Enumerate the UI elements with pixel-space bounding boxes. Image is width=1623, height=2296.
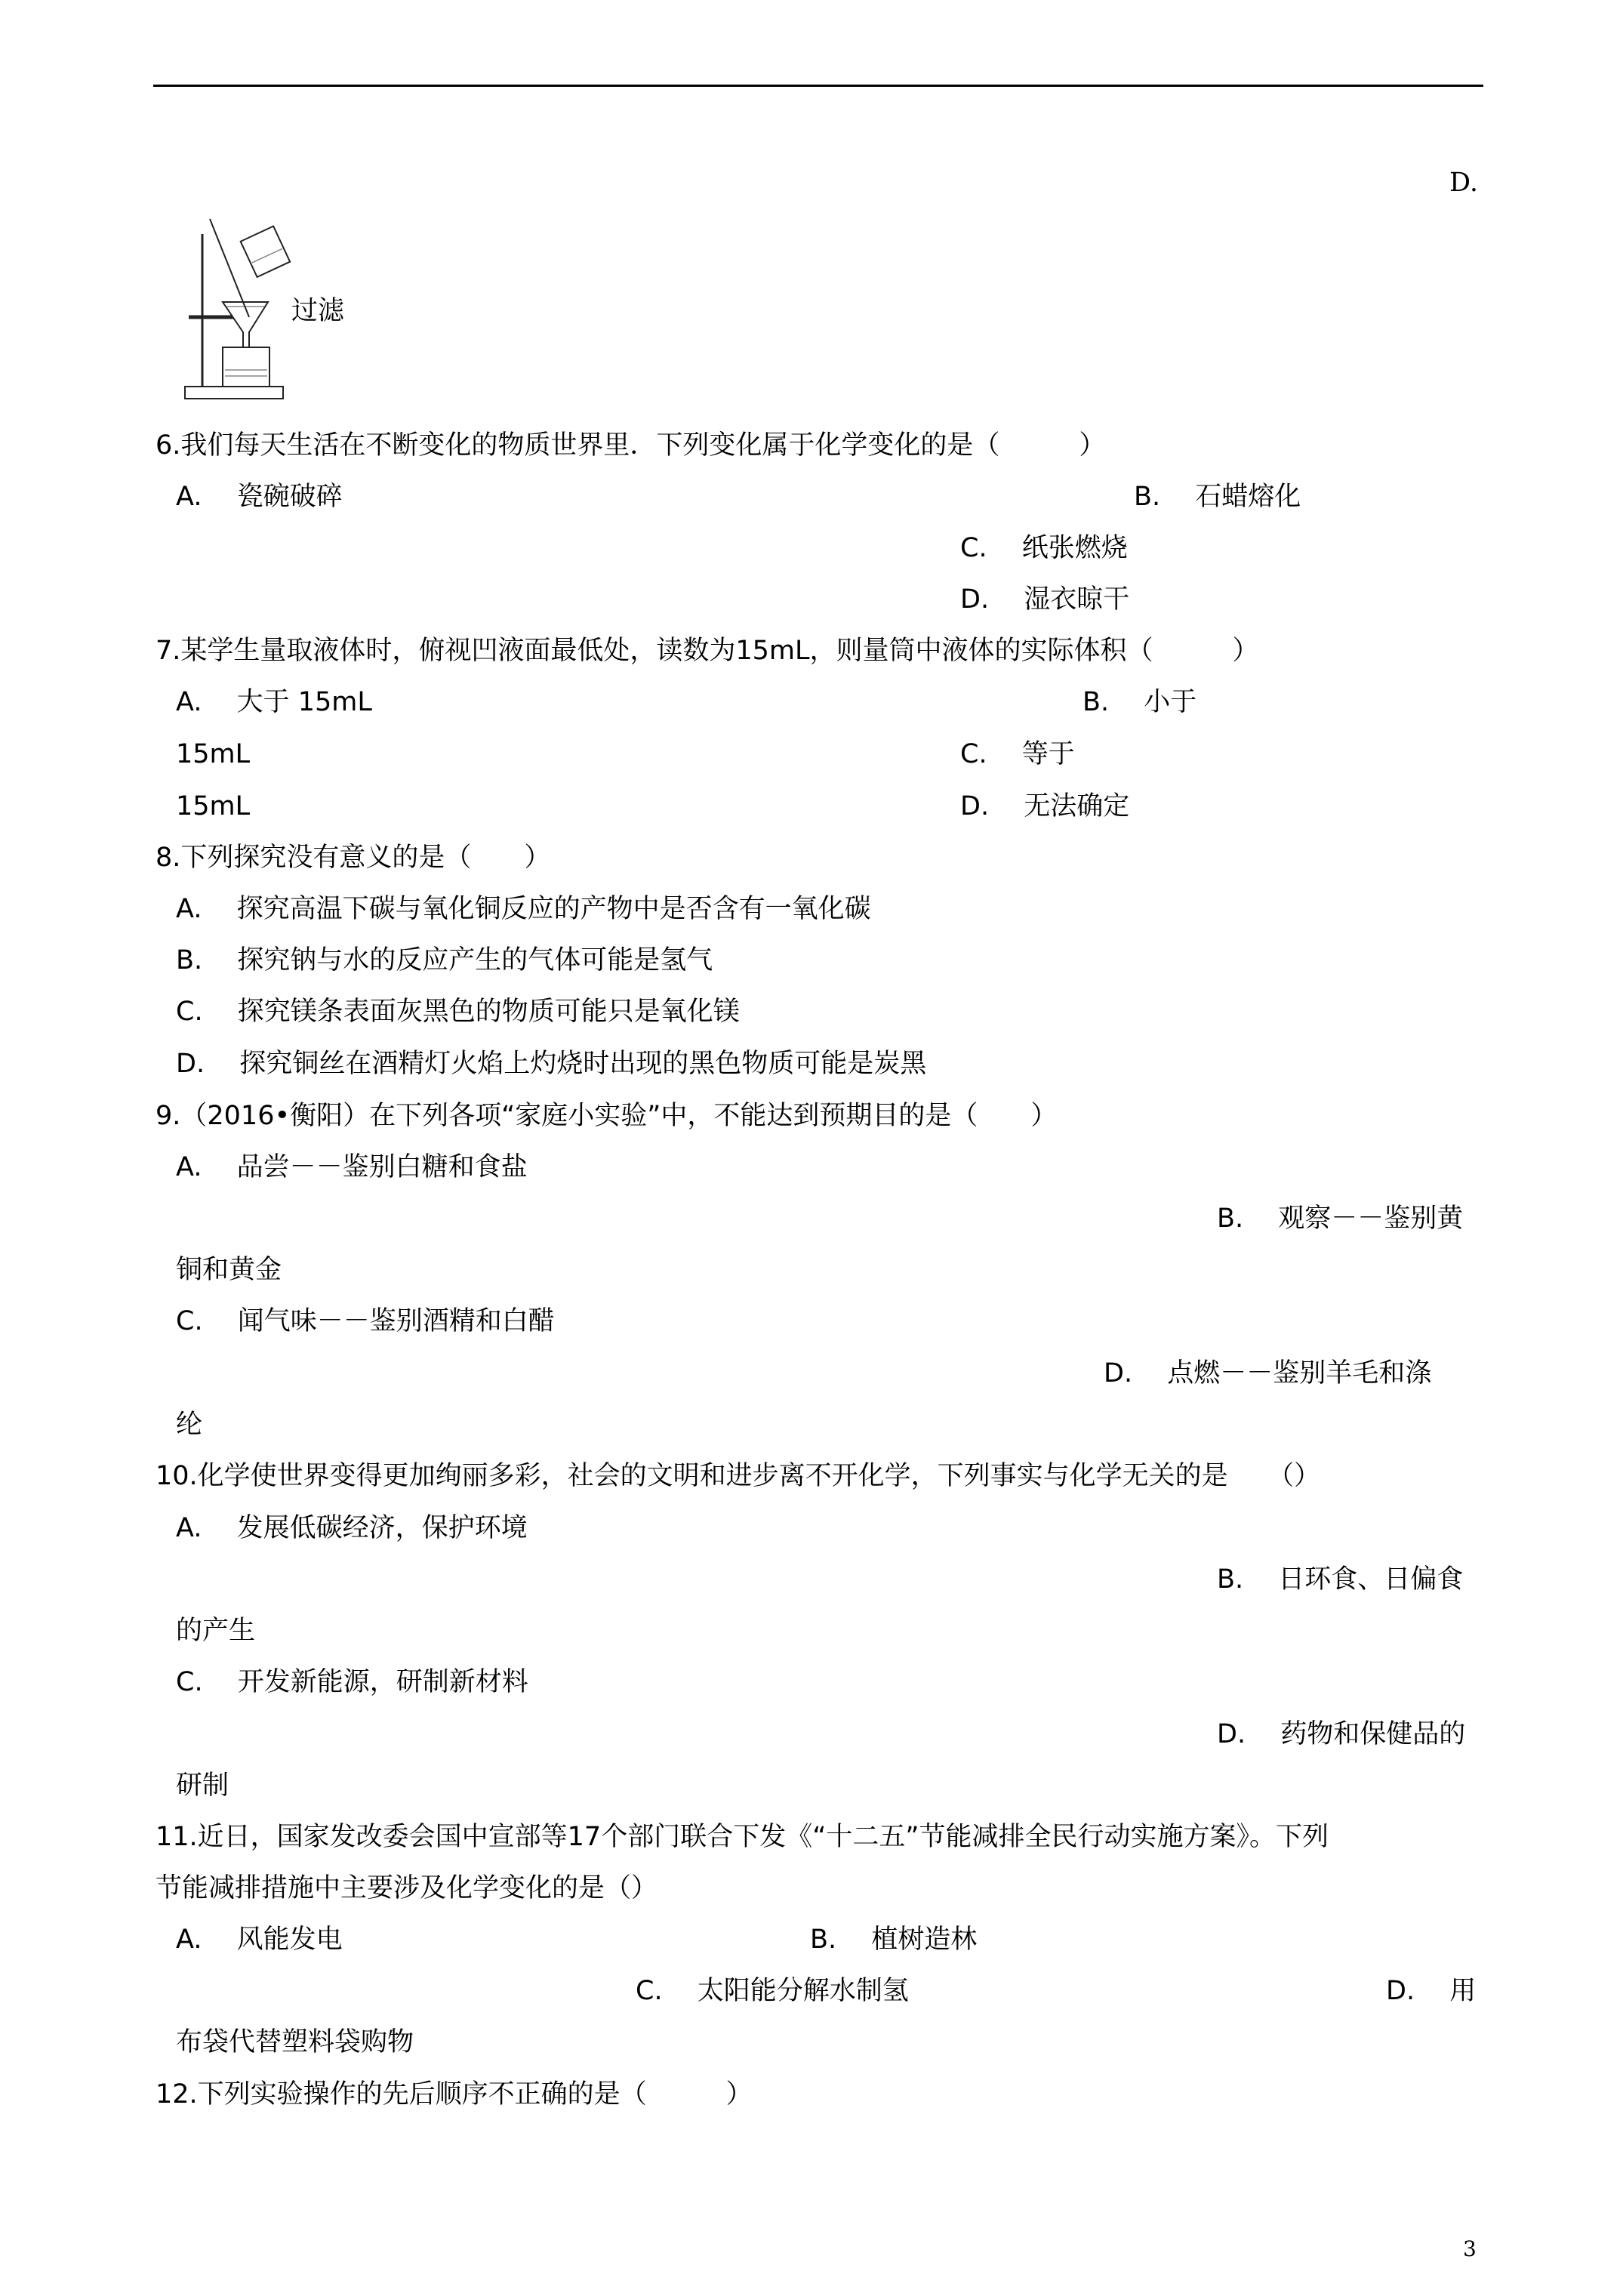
q11-option-a: A. 风能发电 [176, 1925, 343, 1955]
q7-stem: 7.某学生量取液体时，俯视凹液面最低处，读数为15mL，则量筒中液体的实际体积（ ） [156, 636, 1259, 666]
q11-stem-line1: 11.近日，国家发改委会国中宣部等17个部门联合下发《“十二五”节能减排全民行动实施方案》。下列 [156, 1822, 1329, 1852]
q10-option-d-continued: 研制 [176, 1771, 229, 1801]
q9-option-a: A. 品尝－－鉴别白糖和食盐 [176, 1152, 528, 1182]
header-rule [153, 85, 1483, 87]
q6-option-d: D. 湿衣晾干 [960, 584, 1130, 615]
q10-option-b-continued: 的产生 [176, 1616, 256, 1646]
q11-option-d-continued: 布袋代替塑料袋购物 [176, 2027, 414, 2057]
q10-option-b: B. 日环食、日偏食 [1217, 1564, 1464, 1595]
q8-option-a: A. 探究高温下碳与氧化铜反应的产物中是否含有一氧化碳 [176, 894, 871, 924]
q6-stem: 6.我们每天生活在不断变化的物质世界里．下列变化属于化学变化的是（ ） [156, 430, 1106, 461]
q7-option-b: B. 小于 [1083, 687, 1197, 717]
q10-option-a: A. 发展低碳经济，保护环境 [176, 1513, 528, 1543]
q10-stem: 10.化学使世界变得更加绚丽多彩，社会的文明和进步离不开化学，下列事实与化学无关的是 （） [156, 1461, 1321, 1491]
q8-option-d: D. 探究铜丝在酒精灯火焰上灼烧时出现的黑色物质可能是炭黑 [176, 1049, 927, 1079]
q7-option-b-continued: 15mL [176, 739, 251, 769]
q10-option-c: C. 开发新能源，研制新材料 [176, 1667, 528, 1697]
q8-stem: 8.下列探究没有意义的是（ ） [156, 843, 551, 873]
q6-option-c: C. 纸张燃烧 [960, 533, 1128, 563]
q11-option-c: C. 太阳能分解水制氢 [636, 1976, 909, 2006]
q7-option-a: A. 大于 15mL [176, 687, 372, 717]
q12-stem: 12.下列实验操作的先后顺序不正确的是（ ） [156, 2079, 753, 2110]
q11-stem-line2: 节能减排措施中主要涉及化学变化的是（） [156, 1873, 658, 1903]
q11-option-b: B. 植树造林 [810, 1925, 978, 1955]
q10-option-d: D. 药物和保健品的 [1217, 1719, 1466, 1749]
filtration-apparatus-icon [181, 211, 294, 408]
q5-option-d-caption: 过滤 [291, 296, 345, 326]
q7-option-c-continued: 15mL [176, 791, 251, 821]
page-number: 3 [1463, 2236, 1477, 2261]
q5-option-d-label: D. [1449, 168, 1478, 198]
q9-option-b: B. 观察－－鉴别黄 [1217, 1203, 1464, 1234]
q9-option-b-continued: 铜和黄金 [176, 1255, 282, 1285]
q6-option-b: B. 石蜡熔化 [1134, 482, 1301, 512]
q11-option-d: D. 用 [1386, 1976, 1477, 2006]
q8-option-b: B. 探究钠与水的反应产生的气体可能是氢气 [176, 945, 713, 975]
q8-option-c: C. 探究镁条表面灰黑色的物质可能只是氧化镁 [176, 997, 740, 1027]
q7-option-d: D. 无法确定 [960, 791, 1130, 821]
q6-option-a: A. 瓷碗破碎 [176, 482, 343, 512]
q9-option-c: C. 闻气味－－鉴别酒精和白醋 [176, 1306, 555, 1336]
q9-option-d: D. 点燃－－鉴别羊毛和涤 [1104, 1358, 1432, 1388]
q9-option-d-continued: 纶 [176, 1410, 203, 1440]
q7-option-c: C. 等于 [960, 739, 1075, 769]
q9-stem: 9.（2016•衡阳）在下列各项“家庭小实验”中，不能达到预期目的是（ ） [156, 1101, 1058, 1131]
